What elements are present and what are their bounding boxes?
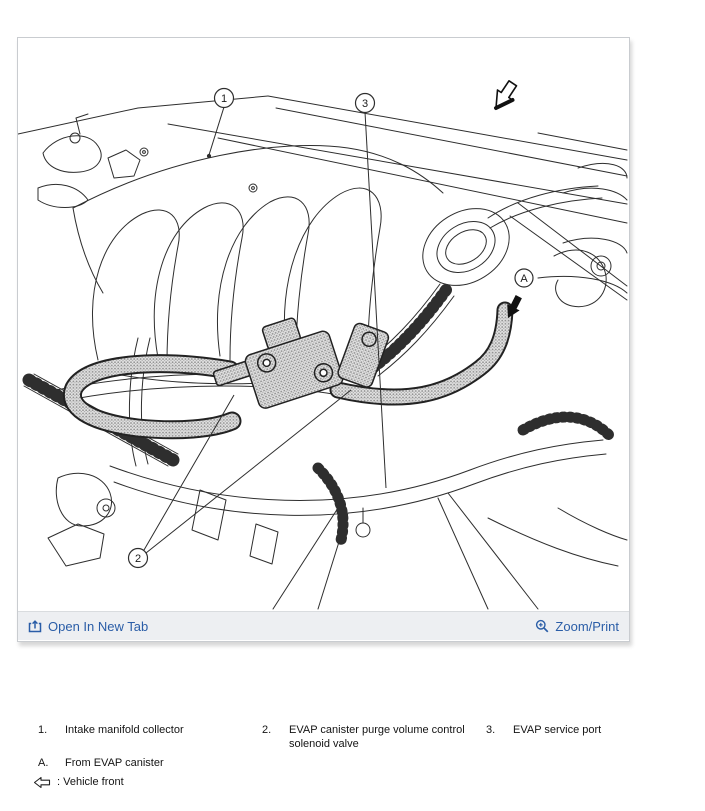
callout-a [515, 269, 533, 287]
legend-num-a: A. [38, 757, 49, 769]
legend-num-1: 1. [38, 724, 48, 736]
legend-text-a: From EVAP canister [65, 757, 164, 769]
zoom-plus-icon [535, 619, 549, 633]
legend-num-3: 3. [486, 724, 496, 736]
legend-text-3: EVAP service port [513, 724, 602, 736]
highlighted-evap-hose-loop [72, 364, 232, 430]
callout-3 [356, 94, 375, 113]
svg-text:1: 1 [220, 93, 228, 105]
legend-num-2: 2. [262, 724, 272, 736]
vehicle-front-legend-icon [33, 776, 51, 789]
callout-a-arrow-icon [507, 295, 522, 318]
vehicle-front-arrow-icon [496, 81, 517, 108]
svg-text:3: 3 [361, 98, 369, 110]
viewer-footer-bar [18, 611, 629, 640]
engine-diagram-svg [18, 38, 629, 611]
open-in-new-tab-icon [28, 619, 42, 633]
svg-text:2: 2 [134, 553, 142, 565]
legend-text-1: Intake manifold collector [65, 724, 184, 736]
vehicle-front-label: : Vehicle front [57, 776, 124, 788]
open-in-new-tab-link[interactable] [28, 619, 148, 634]
zoom-print-link[interactable] [535, 619, 619, 634]
diagram-viewer-panel [17, 37, 630, 642]
callout-1 [215, 89, 234, 108]
svg-text:A: A [520, 273, 528, 285]
zoom-print-label: Zoom/Print [555, 618, 619, 634]
legend-text-2: EVAP canister purge volume control solenoid valve [289, 724, 465, 750]
open-in-new-tab-label: Open In New Tab [48, 618, 149, 634]
callout-2 [129, 549, 148, 568]
engine-diagram [18, 38, 629, 611]
